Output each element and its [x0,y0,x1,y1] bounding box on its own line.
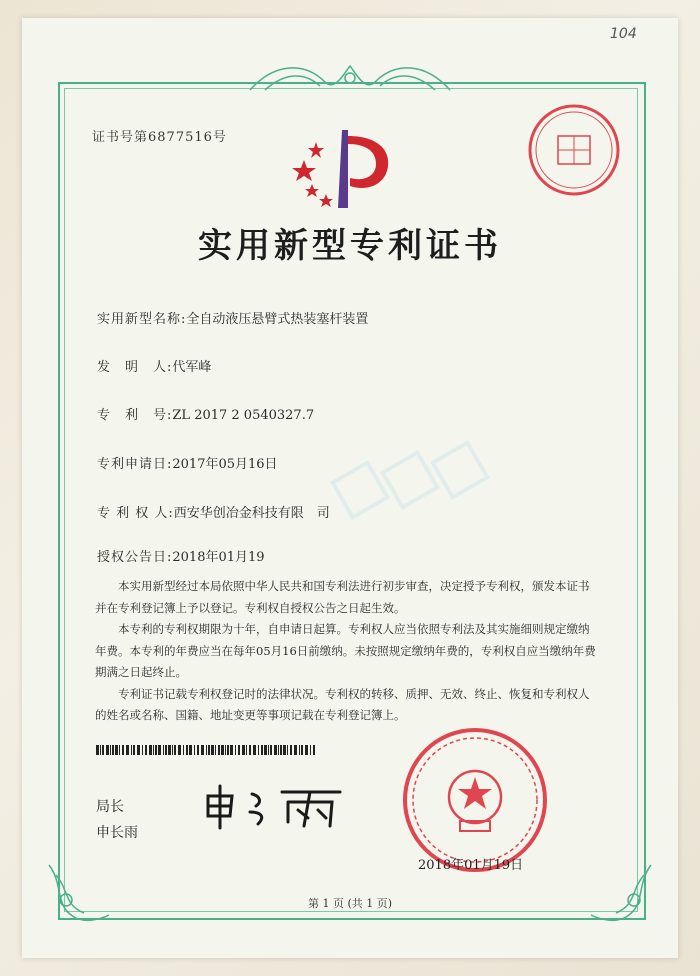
barcode-bar [115,745,118,755]
barcode-bar [96,745,99,755]
barcode-bar [201,745,204,755]
barcode-bar [165,745,167,755]
barcode-bar [215,745,216,755]
barcode-bar [230,745,233,755]
barcode-bar [301,745,303,755]
barcode-bar [294,745,297,755]
barcode-bar [119,745,120,755]
barcode-bar [110,745,111,755]
corner-ornament-right-icon [586,855,656,925]
barcode-bar [211,745,214,755]
barcode-bar [189,745,192,755]
paragraph-term: 本专利的专利权期限为十年，自申请日起算。专利权人应当依照专利法及其实施细则规定缴纳年费。本专利的年费应当在每年05月16日前缴纳。未按照规定缴纳年费的，专利权自应当缴纳年费期满之日起终止。 [95,622,596,679]
barcode-bar [131,745,132,755]
handwritten-signature-icon [200,782,350,832]
top-ornament-icon [245,62,455,96]
barcode-bar [102,745,104,755]
barcode-bar [137,745,140,755]
barcode-bar [186,745,188,755]
certificate-title: 实用新型专利证书 [198,226,502,266]
barcode-bar [261,745,263,755]
barcode-bar [270,745,272,755]
barcode-bar [168,745,171,755]
barcode-bar [238,745,240,755]
barcode-bar [197,745,199,755]
certificate-number: 证书号第6877516号 [92,130,227,145]
barcode-icon [96,745,316,755]
barcode-bar [287,745,288,755]
barcode-bar [310,745,311,755]
barcode-bar [235,745,236,755]
cnipa-logo-icon [290,126,400,210]
barcode-bar [242,745,245,755]
barcode-bar [112,745,114,755]
small-seal-icon [524,100,624,200]
barcode-bar [155,745,157,755]
barcode-bar [100,745,101,755]
barcode-bar [278,745,279,755]
director-title: 局长 [96,799,124,815]
director-name: 申长雨 [96,825,138,841]
field-patent-number: 专 利 号:ZL 2017 2 0540327.7 [97,408,315,423]
barcode-bar [106,745,109,755]
barcode-bar [133,745,135,755]
barcode-bar [283,745,286,755]
corner-ornament-left-icon [44,855,114,925]
barcode-bar [183,745,184,755]
field-grant-date: 授权公告日:2018年01月19 [97,550,265,565]
barcode-bar [172,745,173,755]
seal-date: 2018年01月19日 [418,858,524,873]
barcode-bar [158,745,161,755]
barcode-bar [268,745,269,755]
paragraph-grant: 本实用新型经过本局依照中华人民共和国专利法进行初步审查，决定授予专利权，颁发本证书并在专利登记簿上予以登记。专利权自授权公告之日起生效。 [95,579,590,615]
official-seal-icon [400,725,550,875]
barcode-bar [174,745,176,755]
barcode-bar [149,745,152,755]
barcode-bar [227,745,229,755]
barcode-bar [264,745,267,755]
barcode-bar [122,745,124,755]
barcode-bar [299,745,300,755]
barcode-bar [290,745,292,755]
barcode-bar [313,745,315,755]
barcode-bar [153,745,154,755]
barcode-bar [208,745,210,755]
field-utility-model-name: 实用新型名称:全自动液压悬臂式热装塞杆装置 [97,312,369,327]
field-patentee: 专 利 权 人:西安华创冶金科技有限 司 [97,506,330,521]
barcode-bar [126,745,129,755]
field-application-date: 专利申请日:2017年05月16日 [97,457,278,472]
barcode-bar [258,745,259,755]
paragraph-legal-status: 专利证书记载专利权登记时的法律状况。专利权的转移、质押、无效、终止、恢复和专利权人的姓名或名称、国籍、地址变更等事项记载在专利登记簿上。 [95,686,590,722]
watermark-icon [330,440,510,530]
barcode-bar [253,745,256,755]
barcode-bar [305,745,308,755]
barcode-bar [178,745,181,755]
barcode-bar [280,745,282,755]
page-number: 第 1 页 (共 1 页) [307,897,393,910]
barcode-bar [221,745,224,755]
certificate-body [95,576,600,727]
barcode-bar [225,745,226,755]
barcode-bar [206,745,207,755]
barcode-bar [145,745,147,755]
field-inventor: 发 明 人:代军峰 [97,360,212,375]
barcode-bar [194,745,195,755]
handwritten-number: 104 [610,26,637,42]
barcode-bar [274,745,277,755]
barcode-bar [142,745,143,755]
barcode-bar [249,745,251,755]
barcode-bar [246,745,247,755]
barcode-bar [163,745,164,755]
barcode-bar [218,745,220,755]
